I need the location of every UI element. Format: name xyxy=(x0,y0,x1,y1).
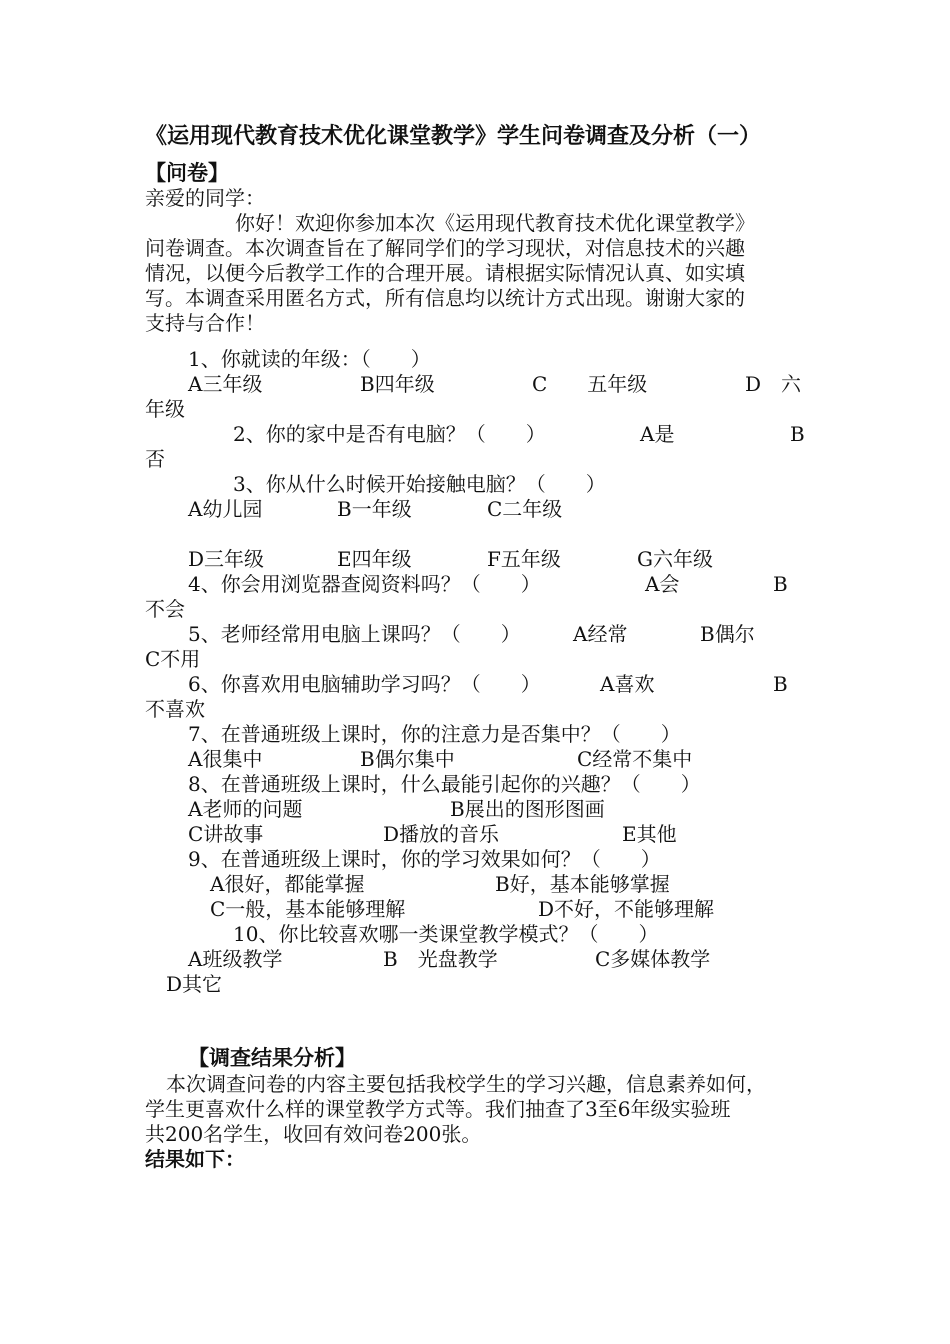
intro-line-3: 情况，以便今后教学工作的合理开展。请根据实际情况认真、如实填 xyxy=(145,261,745,285)
q8-option-c: C讲故事 xyxy=(188,822,264,846)
q9-option-a: A很好，都能掌握 xyxy=(210,872,365,896)
question-7: 7、在普通班级上课时，你的注意力是否集中？（ ） xyxy=(188,722,681,746)
q4-option-b-cont: 不会 xyxy=(145,597,185,621)
q3-option-a: A幼儿园 xyxy=(188,497,263,521)
q1-option-d-cont: 年级 xyxy=(145,397,185,421)
analysis-line-3: 共200名学生，收回有效问卷200张。 xyxy=(145,1122,482,1146)
q7-option-a: A很集中 xyxy=(188,747,263,771)
section-analysis-heading: 【调查结果分析】 xyxy=(188,1045,356,1070)
question-1: 1、你就读的年级：（ ） xyxy=(188,347,431,371)
q9-option-b: B好，基本能够掌握 xyxy=(495,872,670,896)
question-3: 3、你从什么时候开始接触电脑？（ ） xyxy=(233,472,606,496)
intro-line-2: 问卷调查。本次调查旨在了解同学们的学习现状，对信息技术的兴趣 xyxy=(145,236,745,260)
question-4: 4、你会用浏览器查阅资料吗？（ ） xyxy=(188,572,541,596)
q8-option-e: E其他 xyxy=(622,822,677,846)
q5-option-c: C不用 xyxy=(145,647,201,671)
q3-option-b: B一年级 xyxy=(337,497,412,521)
q8-option-b: B展出的图形图画 xyxy=(450,797,605,821)
q6-option-b: B xyxy=(773,672,788,696)
q10-option-b: B 光盘教学 xyxy=(383,947,498,971)
q4-option-b: B xyxy=(773,572,788,596)
q1-option-d: D 六 xyxy=(745,372,802,396)
q4-option-a: A会 xyxy=(645,572,680,596)
intro-line-1: 你好！欢迎你参加本次《运用现代教育技术优化课堂教学》 xyxy=(235,211,755,235)
q8-option-d: D播放的音乐 xyxy=(383,822,500,846)
results-label: 结果如下： xyxy=(145,1147,245,1171)
q6-option-b-cont: 不喜欢 xyxy=(145,697,205,721)
doc-title: 《运用现代教育技术优化课堂教学》学生问卷调查及分析（一） xyxy=(145,123,762,149)
q3-option-e: E四年级 xyxy=(337,547,412,571)
section-questionnaire-heading: 【问卷】 xyxy=(145,160,229,185)
q2-option-a: A是 xyxy=(640,422,675,446)
q3-option-g: G六年级 xyxy=(637,547,713,571)
q2-option-b: B xyxy=(790,422,805,446)
q10-option-a: A班级教学 xyxy=(188,947,283,971)
question-6: 6、你喜欢用电脑辅助学习吗？（ ） xyxy=(188,672,541,696)
q9-option-c: C一般，基本能够理解 xyxy=(210,897,406,921)
q5-option-b: B偶尔 xyxy=(700,622,755,646)
intro-line-5: 支持与合作！ xyxy=(145,311,265,335)
q8-option-a: A老师的问题 xyxy=(188,797,303,821)
question-2: 2、你的家中是否有电脑？（ ） xyxy=(233,422,546,446)
question-8: 8、在普通班级上课时，什么最能引起你的兴趣？（ ） xyxy=(188,772,701,796)
q10-option-c: C多媒体教学 xyxy=(595,947,711,971)
q1-option-a: A三年级 xyxy=(188,372,263,396)
intro-line-4: 写。本调查采用匿名方式，所有信息均以统计方式出现。谢谢大家的 xyxy=(145,286,745,310)
question-9: 9、在普通班级上课时，你的学习效果如何？（ ） xyxy=(188,847,661,871)
q1-option-b: B四年级 xyxy=(360,372,435,396)
q1-option-c: C 五年级 xyxy=(532,372,648,396)
q9-option-d: D不好，不能够理解 xyxy=(538,897,715,921)
q3-option-c: C二年级 xyxy=(487,497,563,521)
q10-option-d: D其它 xyxy=(166,972,223,996)
question-5: 5、老师经常用电脑上课吗？（ ） xyxy=(188,622,521,646)
q7-option-c: C经常不集中 xyxy=(577,747,693,771)
q5-option-a: A经常 xyxy=(573,622,628,646)
q6-option-a: A喜欢 xyxy=(600,672,655,696)
q3-option-d: D三年级 xyxy=(188,547,265,571)
question-10: 10、你比较喜欢哪一类课堂教学模式？（ ） xyxy=(233,922,659,946)
analysis-line-1: 本次调查问卷的内容主要包括我校学生的学习兴趣，信息素养如何， xyxy=(166,1072,766,1096)
analysis-line-2: 学生更喜欢什么样的课堂教学方式等。我们抽查了3至6年级实验班 xyxy=(145,1097,731,1121)
q7-option-b: B偶尔集中 xyxy=(360,747,455,771)
q3-option-f: F五年级 xyxy=(487,547,561,571)
salutation: 亲爱的同学： xyxy=(145,186,265,210)
q2-option-b-cont: 否 xyxy=(145,447,165,471)
